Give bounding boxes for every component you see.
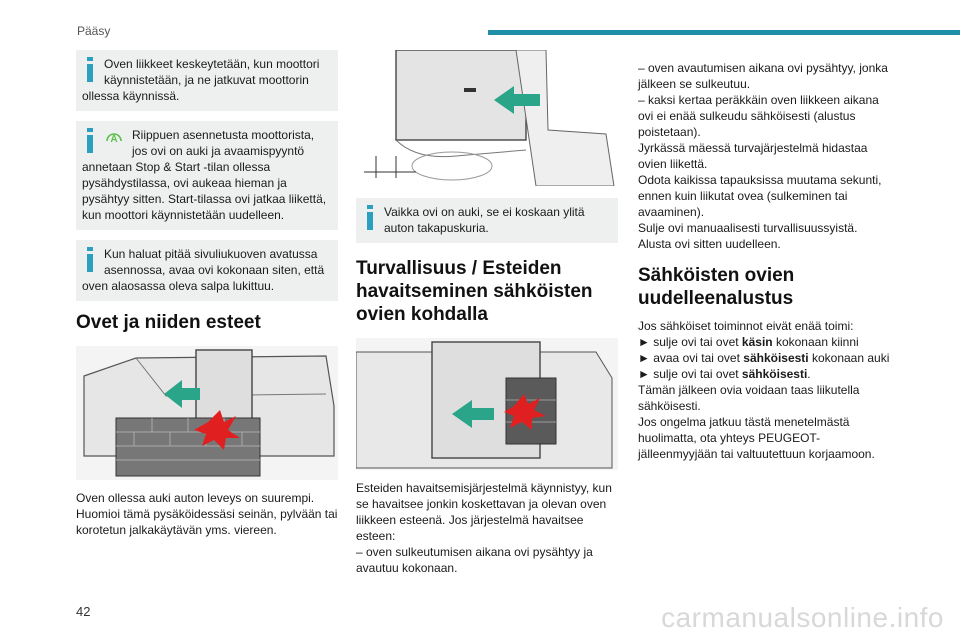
step-item: ► avaa ovi tai ovet sähköisesti kokonaan auki [638,351,890,365]
column-left [76,50,338,538]
paragraph: Jos sähköiset toiminnot eivät enää toimi: [638,319,854,333]
paragraph: – oven sulkeutumisen aikana ovi pysähtyy ja avautuu kokonaan. [356,545,593,575]
info-note-stop-start [76,121,338,230]
door-obstacle-illustration [356,338,618,470]
info-icon [364,204,376,232]
paragraph: Sulje ovi manuaalisesti turvallisuussyistä. [638,221,858,235]
paragraph: – oven avautumisen aikana ovi pysähtyy, jonka jälkeen se sulkeutuu. [638,61,888,91]
section-heading-obstacle-detection: Turvallisuus / Esteiden havaitseminen sähköisten ovien kohdalla [356,258,593,325]
door-bumper-illustration [356,50,618,186]
paragraph: Tämän jälkeen ovia voidaan taas liikutella sähköisesti. [638,383,860,413]
paragraph: Alusta ovi sitten uudelleen. [638,237,781,251]
info-note-bumper [356,198,618,243]
paragraph: Esteiden havaitsemisjärjestelmä käynnistyy, kun se havaitsee jonkin koskettavan ja olevan oven liikkeen esteenä. Jos järjestelmä havaitsee esteen: [356,481,612,543]
paragraph: Oven ollessa auki auton leveys on suurempi. Huomioi tämä pysäköidessäsi seinän, pylvään tai korotetun jalkakäytävän yms. viereen. [76,491,338,537]
note-text: Vaikka ovi on auki, se ei koskaan ylitä auton takapuskuria. [384,205,585,235]
note-text: Riippuen asennetusta moottorista, jos ovi on auki ja avaamispyyntö annetaan Stop & Start -tilan ollessa pysähdystilassa, ovi aukeaa hieman ja pysähtyy sitten. Start-tilassa ovi jatkaa liikettä, kun moottori käynnistetään uudelleen. [82,128,327,222]
note-text: Oven liikkeet keskeytetään, kun moottori käynnistetään, ja ne jatkuvat moottorin ollessa käynnissä. [82,57,320,103]
column-right [638,60,896,462]
safety-lines [638,60,896,252]
paragraph: Jos ongelma jatkuu tästä menetelmästä huolimatta, ota yhteys PEUGEOT-jälleenmyyjään tai valtuutettuun korjaamoon. [638,415,875,461]
watermark: carmanualsonline.info [661,602,944,633]
info-note [76,50,338,111]
paragraph: Odota kaikissa tapauksissa muutama sekunti, ennen kuin liikutat ovea (sulkeminen tai avaaminen). [638,173,882,219]
section-heading-reinit: Sähköisten ovien uudelleenalustus [638,265,795,309]
info-note-latch [76,240,338,301]
svg-text:A: A [110,134,118,145]
stop-start-icon [104,129,124,145]
page-number: 42 [76,604,91,619]
note-text: Kun haluat pitää sivuliukuoven avatussa asennossa, avaa ovi kokonaan siten, että oven alaosassa oleva salpa lukittuu. [82,247,325,293]
paragraph: – kaksi kertaa peräkkäin oven liikkeen aikana ovi ei enää sulkeudu sähköisesti (alustus poistetaan). [638,93,879,139]
header-accent-bar [488,30,960,35]
step-item: ► sulje ovi tai ovet käsin kokonaan kiinni [638,335,859,349]
info-icon [84,127,96,155]
step-item: ► sulje ovi tai ovet sähköisesti. [638,367,811,381]
section-heading-doors-obstacles: Ovet ja niiden esteet [76,312,261,333]
column-middle [356,50,618,576]
info-icon [84,246,96,274]
info-icon [84,56,96,84]
header-section: Pääsy [77,24,111,38]
paragraph: Jyrkässä mäessä turvajärjestelmä hidastaa ovien liikettä. [638,141,868,171]
van-wall-illustration [76,346,338,480]
